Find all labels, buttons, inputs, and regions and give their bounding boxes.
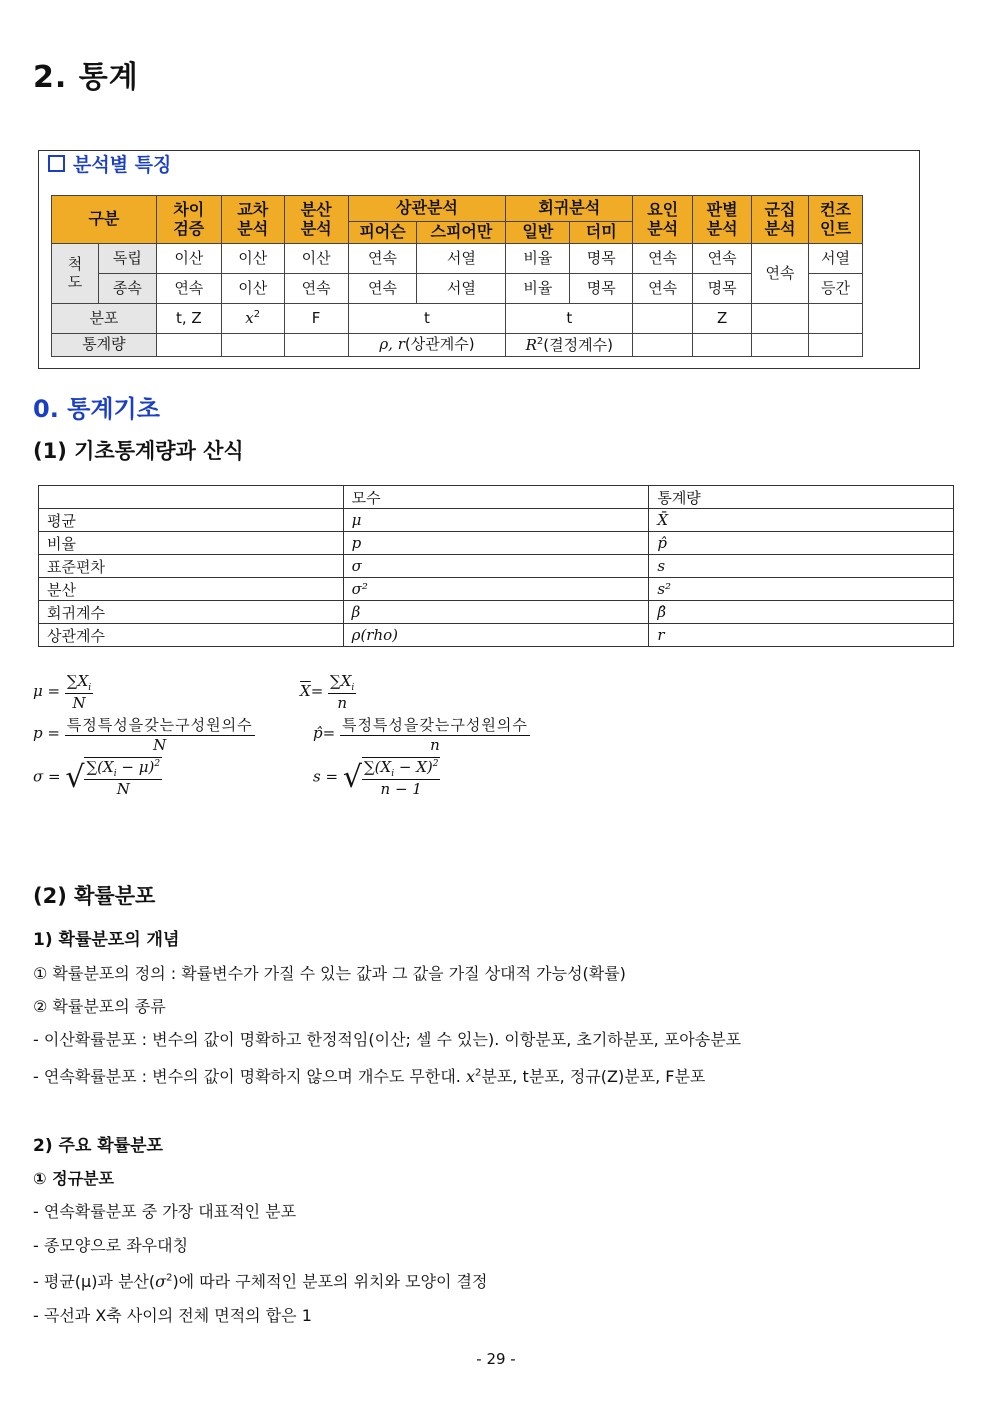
dep-cell: 등간 bbox=[808, 274, 862, 304]
text-line: - 종모양으로 좌우대칭 bbox=[33, 1236, 189, 1255]
text-line: ① 확률분포의 정의 : 확률변수가 가질 수 있는 값과 그 값을 가질 상대적 가능성(확률) bbox=[33, 964, 626, 983]
checkbox-square-icon bbox=[48, 155, 65, 172]
dep-cell: 서열 bbox=[417, 274, 506, 304]
indep-cell: 이산 bbox=[284, 244, 348, 274]
header-cross-analysis: 교차 분석 bbox=[221, 196, 284, 244]
sub1-title: 1) 확률분포의 개념 bbox=[33, 930, 180, 950]
stat-cell bbox=[808, 334, 862, 357]
header-reg-general: 일반 bbox=[506, 222, 570, 244]
stat-cell bbox=[221, 334, 284, 357]
dep-cell: 연속 bbox=[156, 274, 221, 304]
row-name: 회귀계수 bbox=[39, 601, 344, 624]
row-name: 표준편차 bbox=[39, 555, 344, 578]
header-category: 구분 bbox=[52, 196, 157, 244]
dist-cell: Z bbox=[693, 304, 752, 334]
row-param: p bbox=[343, 532, 649, 555]
row-param: ρ(rho) bbox=[343, 624, 649, 647]
row-param: μ bbox=[343, 509, 649, 532]
summary-title: 분석별 특징 bbox=[48, 150, 171, 177]
indep-cell: 서열 bbox=[417, 244, 506, 274]
row-param: σ bbox=[343, 555, 649, 578]
text-line: - 곡선과 X축 사이의 전체 면적의 합은 1 bbox=[33, 1306, 312, 1325]
sub2-title: 2) 주요 확률분포 bbox=[33, 1136, 163, 1156]
dist-cell bbox=[752, 304, 809, 334]
col-header bbox=[39, 486, 344, 509]
formula-xbar: $\overline{X}=$ $\frac{\sum X_i}{n}$ bbox=[300, 672, 355, 712]
header-correlation: 상관분석 bbox=[348, 196, 506, 222]
formula-mu: μ = $\frac{\sum X_i}{N}$ bbox=[33, 672, 92, 712]
text-line: ② 확률분포의 종류 bbox=[33, 997, 166, 1016]
row-stat: s bbox=[649, 555, 954, 578]
text-line: - 이산확률분포 : 변수의 값이 명확하고 한정적임(이산; 셀 수 있는). 이항분포, 초기하분포, 포아송분포 bbox=[33, 1030, 742, 1049]
text-line: - 평균(μ)과 분산$(\sigma^2)$에 따라 구체적인 분포의 위치와 모양이 결정 bbox=[33, 1272, 488, 1291]
indep-cell: 연속 bbox=[633, 244, 693, 274]
col-header-param: 모수 bbox=[343, 486, 649, 509]
formula-sigma: σ = √ $\frac{\sum(X_i - \mu)^2}{N}$ bbox=[33, 758, 161, 798]
formula-p: p = $\frac{\text{특정특성을갖는구성원의수}}{N}$ bbox=[33, 716, 253, 754]
header-conjoint: 컨조 인트 bbox=[808, 196, 862, 244]
header-discriminant: 판별 분석 bbox=[693, 196, 752, 244]
stat-cell bbox=[752, 334, 809, 357]
row-name: 분산 bbox=[39, 578, 344, 601]
indep-cell: 비율 bbox=[506, 244, 570, 274]
indep-cell: 이산 bbox=[221, 244, 284, 274]
stat-cell-corr: ρ, r(상관계수) bbox=[348, 334, 506, 357]
section2-title: (2) 확률분포 bbox=[33, 884, 156, 908]
header-anova: 분산 분석 bbox=[284, 196, 348, 244]
header-regression: 회귀분석 bbox=[506, 196, 633, 222]
formula-phat: p̂= $\frac{\text{특정특성을갖는구성원의수}}{n}$ bbox=[313, 716, 528, 754]
section1-title: (1) 기초통계량과 산식 bbox=[33, 439, 244, 463]
dist-label: 분포 bbox=[52, 304, 157, 334]
dep-label: 종속 bbox=[98, 274, 156, 304]
row-param: σ² bbox=[343, 578, 649, 601]
row-stat: p̂ bbox=[649, 532, 954, 555]
stat-label: 통계량 bbox=[52, 334, 157, 357]
indep-cell: 명목 bbox=[570, 244, 633, 274]
page-number: - 29 - bbox=[476, 1350, 516, 1368]
col-header-stat: 통계량 bbox=[649, 486, 954, 509]
row-stat: β̂ bbox=[649, 601, 954, 624]
row-stat: s² bbox=[649, 578, 954, 601]
row-param: β bbox=[343, 601, 649, 624]
row-stat: r bbox=[649, 624, 954, 647]
stat-cell bbox=[633, 334, 693, 357]
stat-cell bbox=[693, 334, 752, 357]
stat-cell bbox=[284, 334, 348, 357]
row-stat: X̄ bbox=[649, 509, 954, 532]
indep-cell: 서열 bbox=[808, 244, 862, 274]
dist-cell: F bbox=[284, 304, 348, 334]
indep-cell: 연속 bbox=[348, 244, 417, 274]
dist-cell-chi: $x^2$ bbox=[221, 304, 284, 334]
stat-cell-reg: $R^2$(결정계수) bbox=[506, 334, 633, 357]
basic-stats-table bbox=[38, 485, 954, 647]
dist-cell: t bbox=[506, 304, 633, 334]
dep-cell: 연속 bbox=[284, 274, 348, 304]
text-line: - 연속확률분포 중 가장 대표적인 분포 bbox=[33, 1202, 297, 1221]
header-cluster: 군집 분석 bbox=[752, 196, 809, 244]
dep-cell: 명목 bbox=[570, 274, 633, 304]
page-title: 2. 통계 bbox=[33, 60, 139, 95]
dep-cell: 이산 bbox=[221, 274, 284, 304]
row-name: 비율 bbox=[39, 532, 344, 555]
header-spearman: 스피어만 bbox=[417, 222, 506, 244]
indep-cell: 연속 bbox=[693, 244, 752, 274]
dep-cell: 비율 bbox=[506, 274, 570, 304]
indep-label: 독립 bbox=[98, 244, 156, 274]
dep-cell: 연속 bbox=[633, 274, 693, 304]
indep-cell: 이산 bbox=[156, 244, 221, 274]
dist-cell bbox=[808, 304, 862, 334]
section0-title: 0. 통계기초 bbox=[33, 395, 160, 423]
dist-cell bbox=[633, 304, 693, 334]
dist-cell: t bbox=[348, 304, 506, 334]
dep-cell: 명목 bbox=[693, 274, 752, 304]
dep-cell: 연속 bbox=[348, 274, 417, 304]
header-diff-test: 차이 검증 bbox=[156, 196, 221, 244]
header-pearson: 피어슨 bbox=[348, 222, 417, 244]
sub2a-title: ① 정규분포 bbox=[33, 1169, 114, 1188]
cluster-scale-cell: 연속 bbox=[752, 244, 809, 304]
analysis-feature-table bbox=[51, 195, 863, 357]
formula-s: s = √ $\frac{\sum(X_i - \overline{X})^2}{n - 1}$ bbox=[313, 758, 439, 798]
header-factor: 요인 분석 bbox=[633, 196, 693, 244]
row-name: 평균 bbox=[39, 509, 344, 532]
stat-cell bbox=[156, 334, 221, 357]
dist-cell: t, Z bbox=[156, 304, 221, 334]
header-reg-dummy: 더미 bbox=[570, 222, 633, 244]
text-line: - 연속확률분포 : 변수의 값이 명확하지 않으며 개수도 무한대. $x^2$분포, t분포, 정규(Z)분포, F분포 bbox=[33, 1067, 706, 1086]
scale-label: 척 도 bbox=[52, 244, 99, 304]
row-name: 상관계수 bbox=[39, 624, 344, 647]
